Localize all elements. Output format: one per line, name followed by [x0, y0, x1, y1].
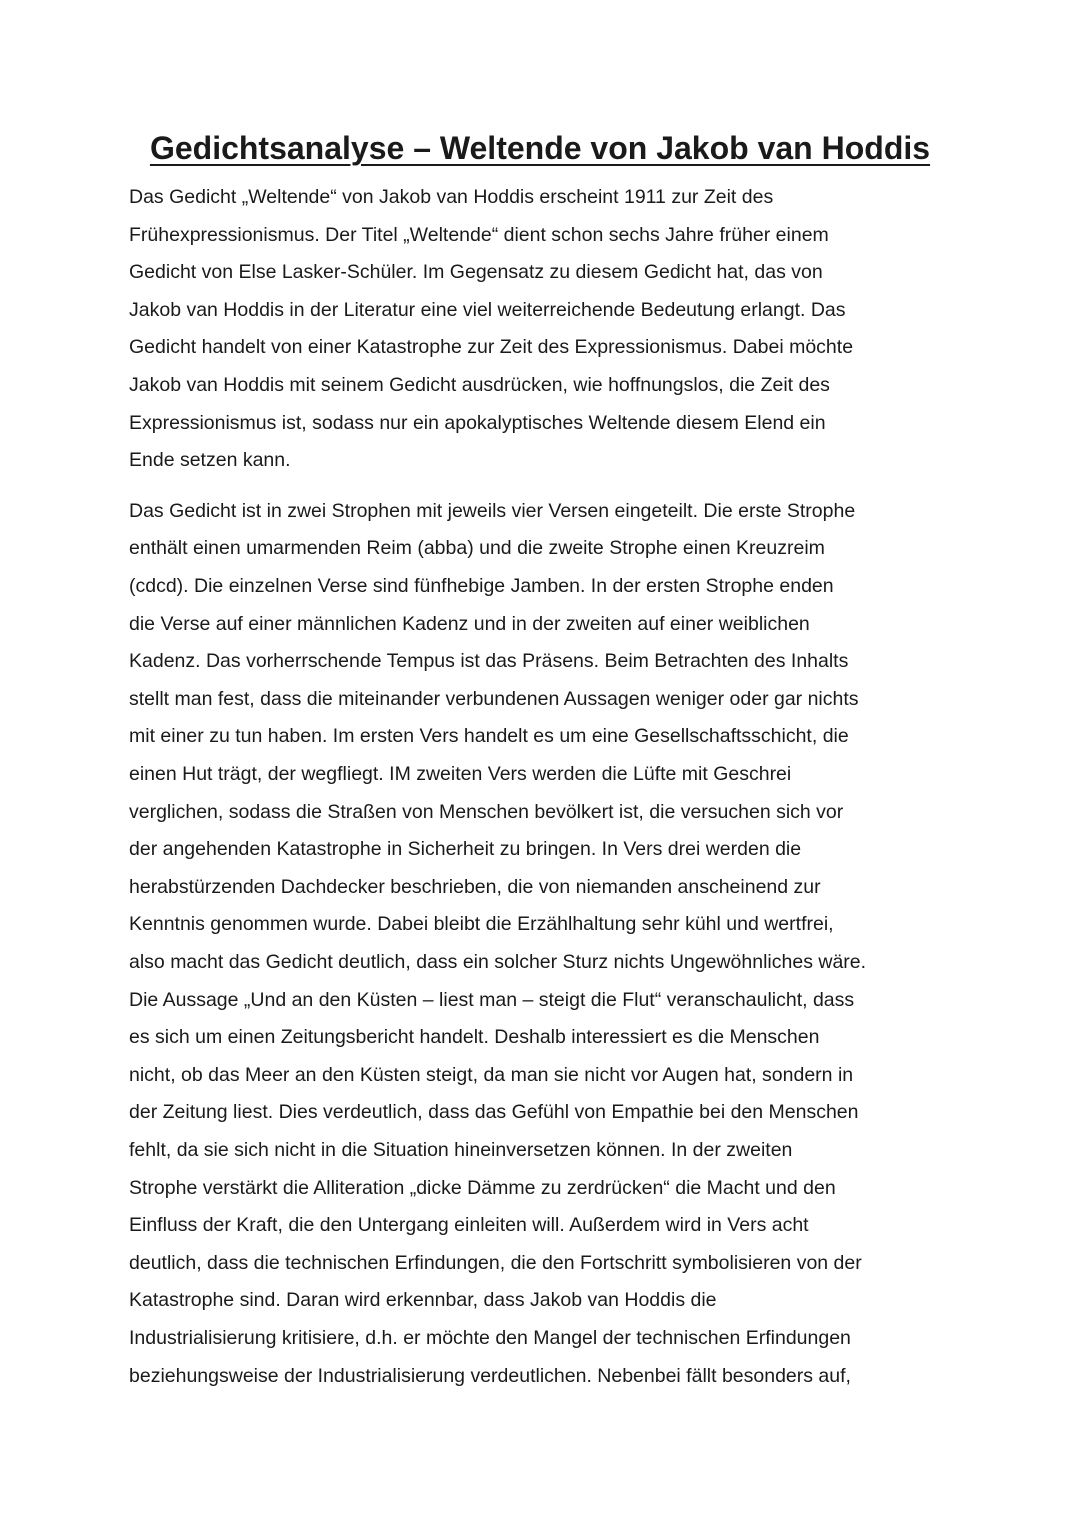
paragraph-2-line: Katastrophe sind. Daran wird erkennbar, dass Jakob van Hoddis die	[129, 1289, 717, 1312]
paragraph-1-line: Frühexpressionismus. Der Titel „Weltende“ dient schon sechs Jahre früher einem	[129, 223, 829, 246]
paragraph-2-line: Das Gedicht ist in zwei Strophen mit jeweils vier Versen eingeteilt. Die erste Strophe	[129, 499, 856, 522]
paragraph-2-line: fehlt, da sie sich nicht in die Situation hineinversetzen können. In der zweiten	[129, 1139, 793, 1161]
paragraph-1-line: Das Gedicht „Weltende“ von Jakob van Hoddis erscheint 1911 zur Zeit des	[129, 186, 774, 208]
paragraph-1-line: Jakob van Hoddis in der Literatur eine viel weiterreichende Bedeutung erlangt. Das	[129, 298, 846, 321]
paragraph-2-line: Einfluss der Kraft, die den Untergang einleiten will. Außerdem wird in Vers acht	[129, 1214, 809, 1237]
paragraph-2-line: verglichen, sodass die Straßen von Menschen bevölkert ist, die versuchen sich vor	[129, 800, 844, 823]
paragraph-1-line: Expressionismus ist, sodass nur ein apokalyptisches Weltende diesem Elend ein	[129, 411, 826, 434]
paragraph-2-line: enthält einen umarmenden Reim (abba) und die zweite Strophe einen Kreuzreim	[129, 537, 825, 560]
paragraph-2-line: Industrialisierung kritisiere, d.h. er möchte den Mangel der technischen Erfindungen	[129, 1327, 851, 1349]
paragraph-1-line: Jakob van Hoddis mit seinem Gedicht ausdrücken, wie hoffnungslos, die Zeit des	[129, 374, 830, 396]
paragraph-2-line: der angehenden Katastrophe in Sicherheit zu bringen. In Vers drei werden die	[129, 838, 802, 861]
document-title: Gedichtsanalyse – Weltende von Jakob van Hoddis	[149, 130, 931, 166]
paragraph-2-line: die Verse auf einer männlichen Kadenz und in der zweiten auf einer weiblichen	[129, 612, 810, 635]
paragraph-1-line: Gedicht handelt von einer Katastrophe zur Zeit des Expressionismus. Dabei möchte	[129, 336, 854, 359]
paragraph-2-line: (cdcd). Die einzelnen Verse sind fünfhebige Jamben. In der ersten Strophe enden	[129, 575, 834, 597]
paragraph-1-line: Ende setzen kann.	[129, 449, 291, 472]
paragraph-2-line: nicht, ob das Meer an den Küsten steigt, da man sie nicht vor Augen hat, sondern in	[129, 1063, 854, 1086]
paragraph-2-line: deutlich, dass die technischen Erfindungen, die den Fortschritt symbolisieren von der	[129, 1251, 862, 1274]
paragraph-2-line: also macht das Gedicht deutlich, dass ein solcher Sturz nichts Ungewöhnliches wäre.	[129, 951, 867, 973]
paragraph-2-line: es sich um einen Zeitungsbericht handelt. Deshalb interessiert es die Menschen	[129, 1026, 820, 1049]
paragraph-2-line: stellt man fest, dass die miteinander verbundenen Aussagen weniger oder gar nichts	[129, 687, 859, 710]
paragraph-2-line: einen Hut trägt, der wegfliegt. IM zweiten Vers werden die Lüfte mit Geschrei	[129, 763, 792, 785]
paragraph-2-line: Strophe verstärkt die Alliteration „dicke Dämme zu zerdrücken“ die Macht und den	[129, 1176, 836, 1199]
paragraph-2-line: beziehungsweise der Industrialisierung verdeutlichen. Nebenbei fällt besonders auf,	[129, 1364, 851, 1387]
paragraph-2-line: der Zeitung liest. Dies verdeutlich, dass das Gefühl von Empathie bei den Menschen	[129, 1101, 859, 1124]
paragraph-2-line: mit einer zu tun haben. Im ersten Vers handelt es um eine Gesellschaftsschicht, die	[129, 725, 849, 748]
paragraph-1-line: Gedicht von Else Lasker-Schüler. Im Gegensatz zu diesem Gedicht hat, das von	[129, 261, 823, 284]
paragraph-2-line: Kadenz. Das vorherrschende Tempus ist das Präsens. Beim Betrachten des Inhalts	[129, 650, 849, 673]
paragraph-2-line: Kenntnis genommen wurde. Dabei bleibt die Erzählhaltung sehr kühl und wertfrei,	[129, 913, 834, 936]
paragraph-2-line: herabstürzenden Dachdecker beschrieben, die von niemanden anscheinend zur	[129, 875, 821, 898]
paragraph-2-line: Die Aussage „Und an den Küsten – liest man – steigt die Flut“ veranschaulicht, dass	[129, 988, 855, 1011]
